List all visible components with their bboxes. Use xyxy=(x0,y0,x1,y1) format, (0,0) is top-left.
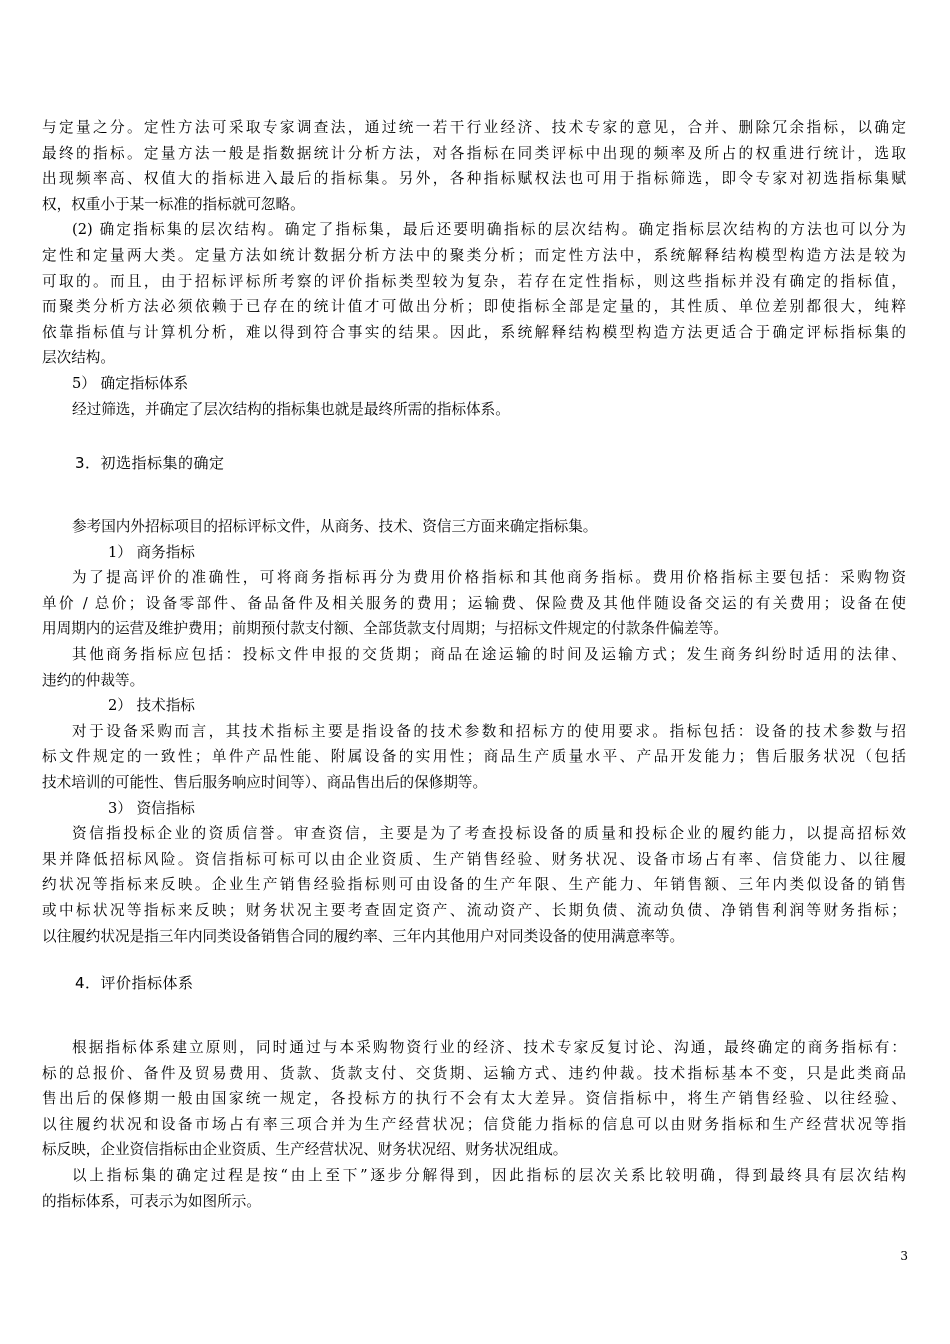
section-text-evaluation-system xyxy=(42,1035,906,1214)
subheading-line: 2） 技术指标 xyxy=(108,697,195,715)
subheading-line: 1） 商务指标 xyxy=(108,543,195,561)
text-line: 根据指标体系建立原则，同时通过与本采购物资行业的经济、技术专家反复讨论、沟通，最终确定的商务指标有： xyxy=(72,1039,906,1056)
text-line: 最终的指标。定量方法一般是指数据统计分析方法，对各指标在同类评标中出现的频率及所占的权重进行统计，选取 xyxy=(42,144,906,162)
text-line: 违约的仲裁等。 xyxy=(42,671,145,689)
text-line: 果并降低招标风险。资信指标可标可以由企业资质、生产销售经验、财务状况、设备市场占有率、信贷能力、以往履 xyxy=(42,850,906,868)
text-line: 或中标状况等指标来反映；财务状况主要考查固定资产、流动资产、长期负债、流动负债、净销售利润等财务指标； xyxy=(42,901,906,919)
text-line: 与定量之分。定性方法可采取专家调查法，通过统一若干行业经济、技术专家的意见，合并、删除冗余指标，以确定 xyxy=(42,119,906,136)
text-line: 以往履约状况是指三年内同类设备销售合同的履约率、三年内其他用户对同类设备的使用满意率等。 xyxy=(42,927,685,945)
text-line: 用周期内的运营及维护费用；前期预付款支付额、全部货款支付周期；与招标文件规定的付款条件偏差等。 xyxy=(42,620,728,638)
section-heading-3: 3．初选指标集的确定 xyxy=(75,454,225,472)
text-line: 定性和定量两大类。定量方法如统计数据分析方法中的聚类分析；而定性方法中，系统解释结构模型构造方法是较为 xyxy=(42,246,906,264)
text-line: 出现频率高、权值大的指标进入最后的指标集。另外，各种指标赋权法也可用于指标筛选，即令专家对初选指标集赋 xyxy=(42,170,906,188)
text-line: 参考国内外招标项目的招标评标文件，从商务、技术、资信三方面来确定指标集。 xyxy=(72,518,598,535)
text-line: 标文件规定的一致性；单件产品性能、附属设备的实用性；商品生产质量水平、产品开发能力；售后服务状况（包括 xyxy=(42,748,906,766)
text-line: 而聚类分析方法必须依赖于已存在的统计值才可做出分析；即使指标全部是定量的，其性质、单位差别都很大，纯粹 xyxy=(42,298,906,316)
text-line: 权，权重小于某一标准的指标就可忽略。 xyxy=(42,195,305,213)
text-line: 售出后的保修期一般由国家统一规定，各投标方的执行不会有太大差异。资信指标中，将生产销售经验、以往经验、 xyxy=(42,1090,906,1108)
text-line: 以上指标集的确定过程是按“由上至下”逐步分解得到，因此指标的层次关系比较明确，得到最终具有层次结构 xyxy=(72,1166,906,1184)
text-line: 依靠指标值与计算机分析，难以得到符合事实的结果。因此，系统解释结构模型构造方法更适合于确定评标指标集的 xyxy=(42,323,906,341)
text-line: 的指标体系，可表示为如图所示。 xyxy=(42,1192,261,1210)
text-line: 对于设备采购而言，其技术指标主要是指设备的技术参数和招标方的使用要求。指标包括：设备的技术参数与招 xyxy=(72,722,906,740)
text-line: 可取的。而且，由于招标评标所考察的评价指标类型较为复杂，若存在定性指标，则这些指标并没有确定的指标值， xyxy=(42,272,906,290)
section-text-initial-indicators xyxy=(42,514,906,949)
text-line: 标的总报价、备件及贸易费用、货款、货款支付、交货期、运输方式、违约仲裁。技术指标基本不变，只是此类商品 xyxy=(42,1064,906,1082)
page-number: 3 xyxy=(900,1249,908,1263)
subheading-line: 3） 资信指标 xyxy=(108,799,195,817)
section-text-methods xyxy=(42,115,906,422)
text-line: 经过筛选，并确定了层次结构的指标集也就是最终所需的指标体系。 xyxy=(72,400,510,418)
text-line: 层次结构。 xyxy=(42,349,115,367)
text-line: 标反映，企业资信指标由企业资质、生产经营状况、财务状况绍、财务状况组成。 xyxy=(42,1141,568,1159)
text-line: (2) 确定指标集的层次结构。确定了指标集，最后还要明确指标的层次结构。确定指标层次结构的方法也可以分为 xyxy=(72,221,906,239)
text-line: 以往履约状况和设备市场占有率三项合并为生产经营状况；信贷能力指标的信息可以由财务指标和生产经营状况等指 xyxy=(42,1115,906,1133)
section-heading-4: 4．评价指标体系 xyxy=(75,974,194,992)
subheading-line: 5） 确定指标体系 xyxy=(72,374,189,392)
text-line: 约状况等指标来反映。企业生产销售经验指标则可由设备的生产年限、生产能力、年销售额、三年内类似设备的销售 xyxy=(42,876,906,894)
text-line: 资信指投标企业的资质信誉。审查资信，主要是为了考查投标设备的质量和投标企业的履约能力，以提高招标效 xyxy=(72,825,906,843)
text-line: 为了提高评价的准确性，可将商务指标再分为费用价格指标和其他商务指标。费用价格指标主要包括：采购物资 xyxy=(72,569,906,587)
text-line: 单价 / 总价；设备零部件、备品备件及相关服务的费用；运输费、保险费及其他伴随设备交运的有关费用；设备在使 xyxy=(42,594,906,612)
text-line: 技术培训的可能性、售后服务响应时间等）、商品售出后的保修期等。 xyxy=(42,773,488,791)
text-line: 其他商务指标应包括：投标文件申报的交货期；商品在途运输的时间及运输方式；发生商务纠纷时适用的法律、 xyxy=(72,645,906,663)
